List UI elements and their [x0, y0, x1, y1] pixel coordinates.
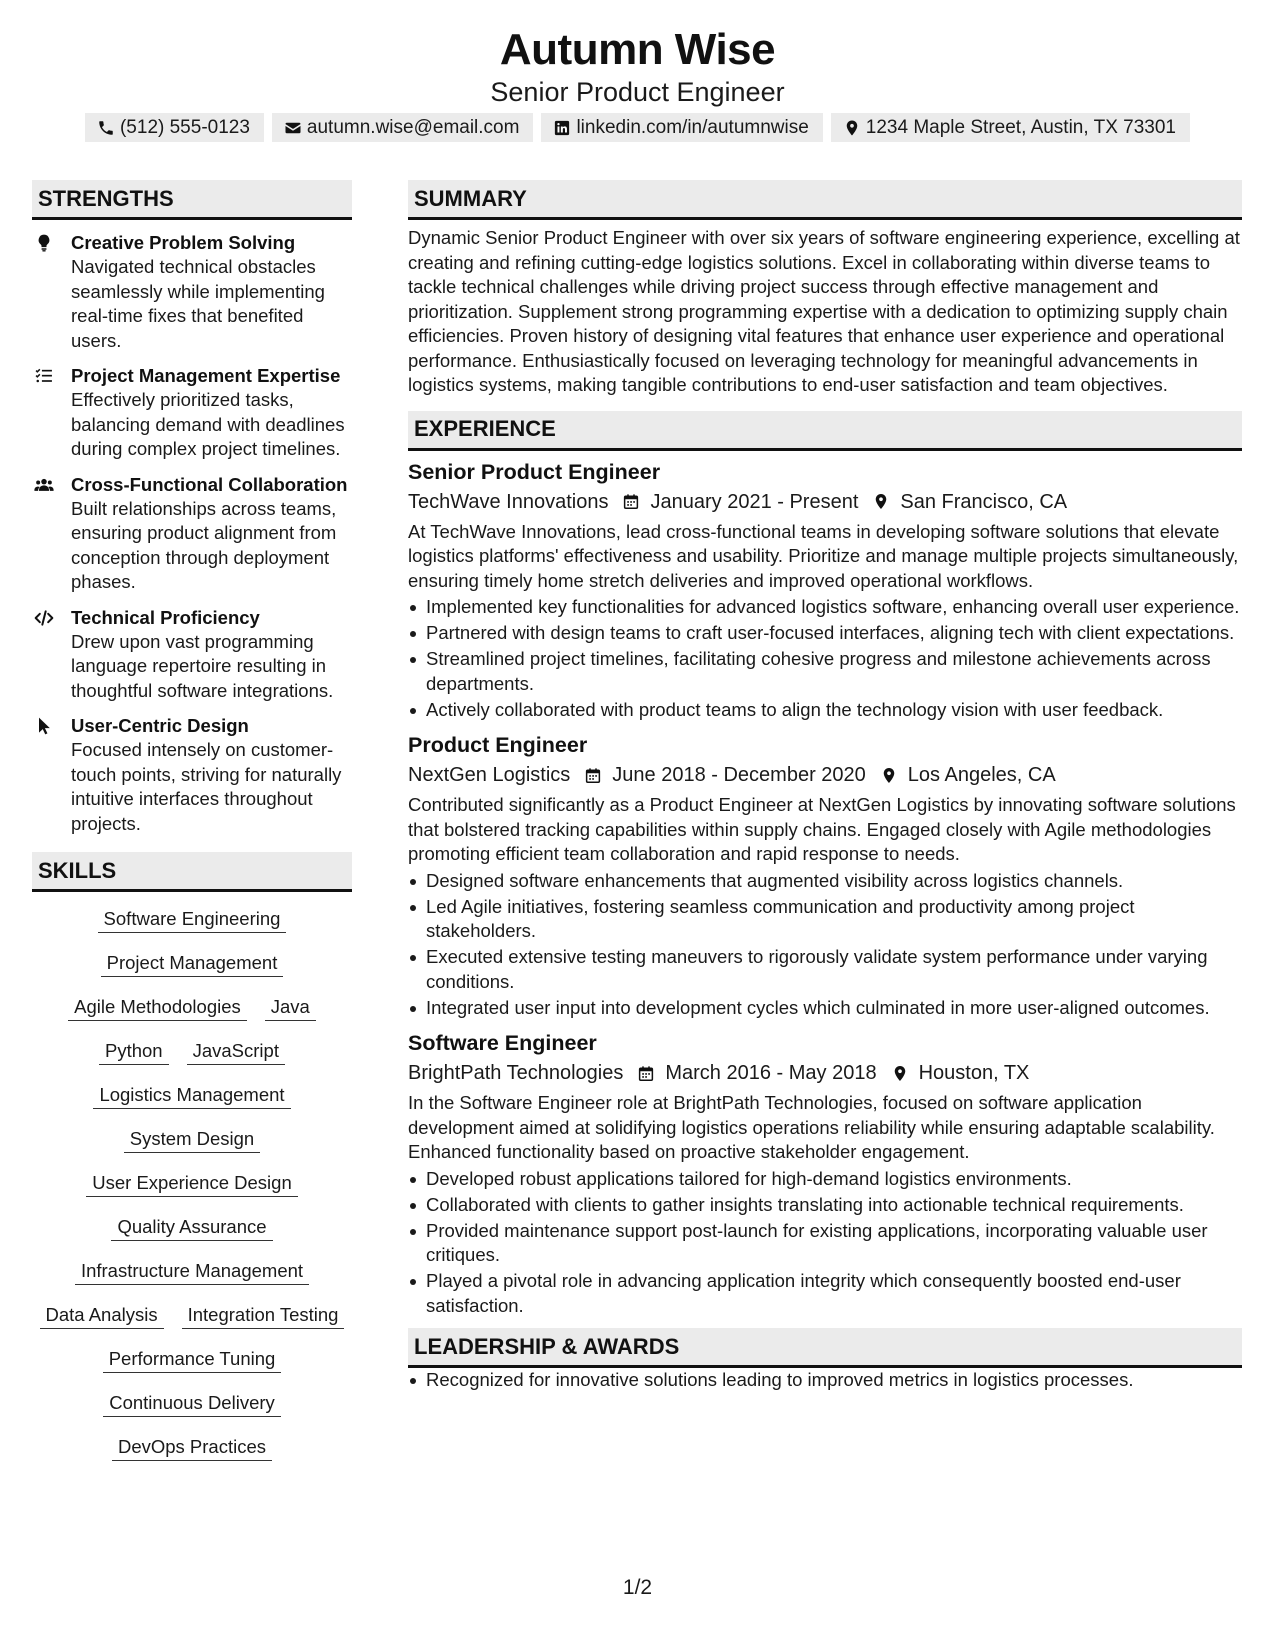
strength-desc: Focused intensely on customer-touch points, striving for naturally intuitive interfaces throughout projects.	[71, 739, 342, 834]
email-icon	[284, 119, 302, 137]
job-meta	[408, 760, 1242, 790]
list-item: Provided maintenance support post-launch for existing applications, incorporating valuable user critiques.	[408, 1219, 1242, 1268]
strength-title: Project Management Expertise	[71, 365, 341, 386]
job-location: San Francisco, CA	[900, 490, 1068, 513]
calendar-icon	[622, 492, 640, 511]
calendar-icon	[637, 1064, 655, 1083]
job-location: Los Angeles, CA	[907, 764, 1056, 786]
list-item: Streamlined project timelines, facilitating cohesive progress and milestone achievements across departments.	[408, 647, 1242, 696]
job-entry	[408, 730, 1242, 1020]
leadership-heading: LEADERSHIP & AWARDS	[408, 1328, 1242, 1368]
contact-phone-text: (512) 555-0123	[119, 116, 250, 138]
job-dates: March 2016 - May 2018	[665, 1062, 877, 1084]
skill-tag: JavaScript	[187, 1038, 285, 1065]
location-icon	[872, 492, 890, 511]
job-description: In the Software Engineer role at BrightPath Technologies, focused on software application development aimed at solidifying logistics operations reliability while ensuring adaptable scalability. Enhanced functionality based on proactive stakeholder engagement.	[408, 1092, 1215, 1162]
list-item: Actively collaborated with product teams to align the technology vision with user feedback.	[408, 698, 1242, 723]
list-item: Developed robust applications tailored for high-demand logistics environments.	[408, 1167, 1242, 1192]
skill-tag: Data Analysis	[40, 1302, 164, 1329]
contact-address	[831, 113, 1190, 142]
job-entry	[408, 457, 1242, 723]
list-item: Recognized for innovative solutions leading to improved metrics in logistics processes.	[408, 1368, 1242, 1393]
job-title: Software Engineer	[408, 1031, 597, 1055]
skill-tag: Software Engineering	[98, 906, 287, 933]
strength-item	[32, 713, 352, 836]
job-dates: January 2021 - Present	[650, 490, 859, 513]
strength-desc: Built relationships across teams, ensuring product alignment from conception through deployment phases.	[71, 497, 337, 592]
contact-address-text: 1234 Maple Street, Austin, TX 73301	[865, 116, 1176, 138]
list-item: Collaborated with clients to gather insights translating into actionable technical requirements.	[408, 1193, 1242, 1218]
contact-email-text: autumn.wise@email.com	[306, 116, 520, 138]
summary-heading: SUMMARY	[408, 180, 1242, 220]
strength-desc: Drew upon vast programming language repertoire resulting in thoughtful software integrations.	[71, 630, 334, 701]
phone-icon	[97, 119, 115, 137]
job-company: NextGen Logistics	[408, 764, 571, 786]
skill-tag: Project Management	[101, 950, 284, 977]
skill-tag: Agile Methodologies	[68, 994, 247, 1021]
job-meta	[408, 487, 1242, 517]
job-title: Senior Product Engineer	[408, 459, 661, 484]
job-dates: June 2018 - December 2020	[612, 764, 866, 786]
job-entry	[408, 1028, 1242, 1318]
strength-item	[32, 363, 352, 462]
list-item: Executed extensive testing maneuvers to rigorously validate system performance under varying conditions.	[408, 945, 1242, 994]
job-bullets	[408, 869, 1242, 1021]
skills-list	[32, 906, 352, 1461]
main-column	[408, 180, 1242, 1401]
location-icon	[843, 119, 861, 137]
skill-tag: Python	[99, 1038, 169, 1065]
skill-tag: User Experience Design	[86, 1170, 297, 1197]
contact-linkedin[interactable]	[541, 113, 822, 142]
strength-item	[32, 605, 352, 704]
skill-tag: Continuous Delivery	[103, 1390, 281, 1417]
resume-header	[0, 24, 1275, 108]
job-description: At TechWave Innovations, lead cross-functional teams in developing software solutions that elevate logistics platforms' effectiveness and usability. Prioritize and manage multiple projects simultaneously, ensuring timely home stretch deliveries and improved operational workflows.	[408, 520, 1239, 591]
strengths-heading: STRENGTHS	[32, 180, 352, 220]
skill-tag: Logistics Management	[93, 1082, 290, 1109]
location-icon	[891, 1064, 909, 1083]
summary-text: Dynamic Senior Product Engineer with over six years of software engineering experience, excelling at creating and refining cutting-edge logistics solutions. Excel in collaborating within diverse teams to tackle technical challenges while driving project success through effective management and prioritization. Supplement strong programming expertise with a dedication to optimizing supply chain efficiencies. Proven history of designing vital features that enhance user experience and operational performance. Enthusiastically focused on leveraging technology for meaningful advancements in logistics systems, making tangible contributions to end-user satisfaction and team objectives.	[408, 227, 1240, 395]
strength-title: User-Centric Design	[71, 715, 249, 736]
strength-title: Technical Proficiency	[71, 606, 260, 628]
contact-phone[interactable]	[85, 113, 264, 142]
strength-item	[32, 472, 352, 595]
candidate-title: Senior Product Engineer	[490, 77, 785, 107]
calendar-icon	[584, 766, 602, 785]
skill-tag: Infrastructure Management	[75, 1258, 309, 1285]
job-meta	[408, 1058, 1242, 1088]
experience-heading: EXPERIENCE	[408, 411, 1242, 451]
skill-tag: System Design	[124, 1126, 260, 1153]
users-icon	[32, 475, 56, 495]
strengths-list	[32, 230, 352, 836]
skill-tag: Java	[265, 994, 316, 1021]
location-icon	[880, 766, 898, 785]
job-company: TechWave Innovations	[408, 490, 609, 513]
lightbulb-icon	[32, 233, 56, 253]
list-item: Designed software enhancements that augmented visibility across logistics channels.	[408, 869, 1242, 894]
leadership-list	[408, 1368, 1242, 1393]
list-item: Led Agile initiatives, fostering seamless communication and productivity among project stakeholders.	[408, 895, 1242, 944]
strength-item	[32, 230, 352, 353]
contact-bar	[0, 113, 1275, 142]
strength-title: Creative Problem Solving	[71, 232, 296, 253]
candidate-name: Autumn Wise	[499, 25, 776, 74]
job-title: Product Engineer	[408, 733, 588, 757]
contact-linkedin-text: linkedin.com/in/autumnwise	[576, 116, 809, 138]
strength-title: Cross-Functional Collaboration	[71, 473, 348, 495]
list-item: Integrated user input into development cycles which culminated in more user-aligned outcomes.	[408, 996, 1242, 1021]
job-description: Contributed significantly as a Product Engineer at NextGen Logistics by innovating software solutions that bolstered tracking capabilities within supply chains. Engaged closely with Agile methodologies promoting efficient team collaboration and rapid response to needs.	[408, 794, 1236, 864]
job-company: BrightPath Technologies	[408, 1062, 624, 1084]
job-location: Houston, TX	[918, 1062, 1030, 1084]
contact-email[interactable]	[272, 113, 534, 142]
skill-tag: Quality Assurance	[111, 1214, 272, 1241]
cursor-icon	[32, 716, 56, 736]
list-item: Implemented key functionalities for advanced logistics software, enhancing overall user experience.	[408, 595, 1242, 620]
job-bullets	[408, 1167, 1242, 1319]
list-item: Played a pivotal role in advancing application integrity which consequently boosted end-user satisfaction.	[408, 1269, 1242, 1318]
skill-tag: Performance Tuning	[103, 1346, 282, 1373]
skill-tag: Integration Testing	[182, 1302, 345, 1329]
job-bullets	[408, 595, 1242, 722]
list-item: Partnered with design teams to craft user-focused interfaces, aligning tech with client expectations.	[408, 621, 1242, 646]
task-list-icon	[32, 366, 56, 386]
code-icon	[32, 608, 56, 628]
strength-desc: Navigated technical obstacles seamlessly while implementing real-time fixes that benefited users.	[71, 256, 325, 351]
page-number: 1/2	[622, 1576, 653, 1599]
skills-heading: SKILLS	[32, 852, 352, 892]
sidebar	[32, 180, 352, 1461]
linkedin-icon	[553, 119, 571, 137]
strength-desc: Effectively prioritized tasks, balancing demand with deadlines during complex project timelines.	[71, 389, 345, 459]
skill-tag: DevOps Practices	[112, 1434, 272, 1461]
